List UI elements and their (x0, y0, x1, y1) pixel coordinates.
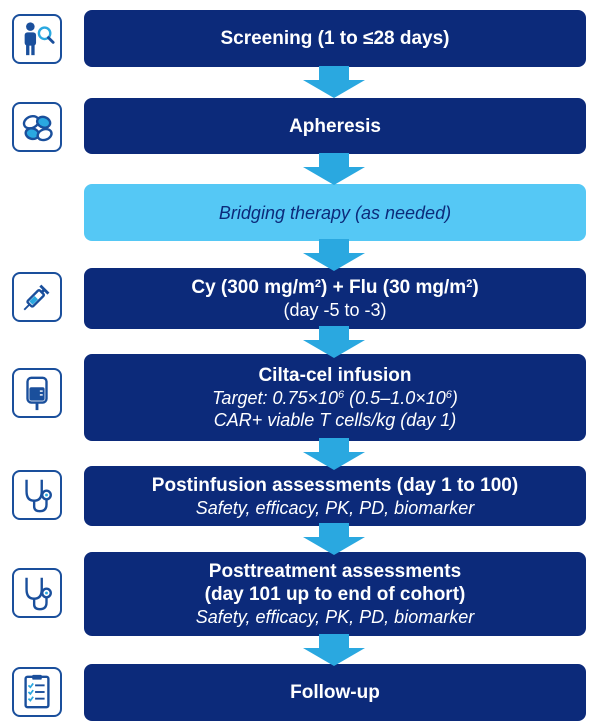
step-title: Screening (1 to ≤28 days) (220, 28, 450, 49)
posttreatment-icon-box (12, 568, 62, 618)
blood-cells-icon (18, 108, 56, 146)
step-title-line1: Posttreatment assessments (208, 561, 462, 582)
clipboard-checklist-icon (18, 673, 56, 711)
person-magnifier-icon (18, 20, 56, 58)
step-cilta-cel-infusion (84, 354, 586, 441)
followup-icon-box (12, 667, 62, 717)
step-posttreatment-assessments (84, 552, 586, 636)
step-follow-up (84, 664, 586, 721)
step-subtitle: (day -5 to -3) (283, 300, 387, 320)
step-conditioning (84, 268, 586, 329)
arrow-down-icon (303, 239, 365, 271)
arrow-down-icon (303, 523, 365, 555)
step-text: Bridging therapy (as needed) (218, 202, 452, 223)
step-subtitle: Safety, efficacy, PK, PD, biomarker (195, 497, 475, 518)
postinfusion-icon-box (12, 470, 62, 520)
stethoscope-icon (18, 574, 56, 612)
arrow-down-icon (303, 326, 365, 358)
conditioning-icon-box (12, 272, 62, 322)
step-subtitle: Safety, efficacy, PK, PD, biomarker (195, 607, 475, 627)
step-postinfusion-assessments (84, 466, 586, 526)
stethoscope-icon (18, 476, 56, 514)
syringe-icon (18, 278, 56, 316)
step-apheresis (84, 98, 586, 154)
step-title: Cilta-cel infusion (258, 365, 412, 386)
step-title: Postinfusion assessments (day 1 to 100) (151, 474, 519, 496)
step-title: Cy (300 $mg/m^2$) + Flu (30 $mg/m^2$) (191, 277, 479, 298)
step-screening (84, 10, 586, 67)
apheresis-icon-box (12, 102, 62, 152)
iv-bag-icon (18, 374, 56, 412)
step-title-line2: (day 101 up to end of cohort) (204, 584, 466, 605)
arrow-down-icon (303, 66, 365, 98)
arrow-down-icon (303, 153, 365, 185)
step-title: Apheresis (289, 115, 381, 137)
step-target-units: CAR+ viable T cells/kg (day 1) (213, 410, 457, 430)
arrow-down-icon (303, 438, 365, 470)
screening-icon-box (12, 14, 62, 64)
step-target: Target: $0.75\times 10^6$ $(0.5-1.0\times 10^6)$ (212, 388, 458, 408)
arrow-down-icon (303, 634, 365, 666)
infusion-icon-box (12, 368, 62, 418)
step-bridging-therapy (84, 184, 586, 241)
step-title: Follow-up (290, 682, 380, 703)
